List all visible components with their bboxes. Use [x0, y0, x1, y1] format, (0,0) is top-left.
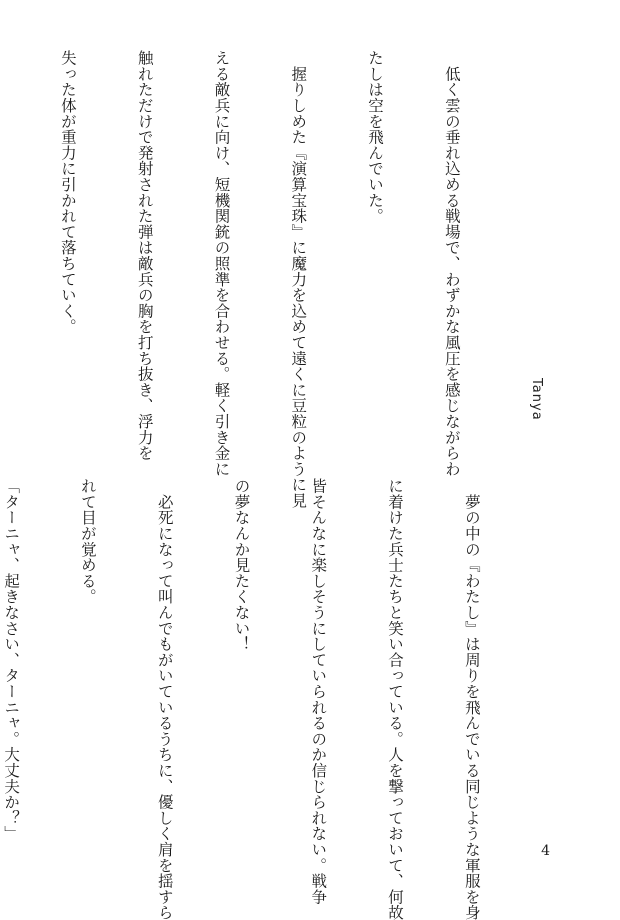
text-line: れて目が覚める。 — [78, 478, 97, 605]
text-line: 失った体が重力に引かれて落ちていく。 — [58, 50, 77, 335]
text-line: 低く雲の垂れ込める戦場で、わずかな風圧を感じながらわ — [442, 50, 461, 477]
text-line: える敵兵に向け、短機関銃の照準を合わせる。軽く引き金に — [212, 50, 231, 477]
text-line: の夢なんか見たくない！ — [232, 478, 251, 652]
text-line: 必死になって叫んでもがいているうちに、優しく肩を揺すら — [155, 478, 174, 920]
text-line: 夢の中の『わたし』は周りを飛んでいる同じような軍服を身 — [462, 478, 481, 920]
lower-text-block — [2, 478, 535, 920]
text-line: たしは空を飛んでいた。 — [366, 50, 385, 224]
text-line: 触れただけで発射された弾は敵兵の胸を打ち抜き、浮力を — [135, 50, 154, 461]
text-line: 「ターニャ、起きなさい、ターニャ。大丈夫か？」 — [2, 478, 21, 842]
author-name: Tanya — [529, 378, 544, 421]
text-line — [0, 50, 3, 435]
upper-text-block — [55, 50, 515, 509]
page-number: 4 — [541, 843, 550, 859]
text-line: に着けた兵士たちと笑い合っている。人を撃っておいて、何故 — [386, 478, 405, 920]
text-line: 握りしめた『演算宝珠』に魔力を込めて遠くに豆粒のように見 — [289, 50, 308, 509]
text-line: 皆そんなに楽しそうにしていられるのか信じられない。戦争 — [309, 478, 328, 905]
